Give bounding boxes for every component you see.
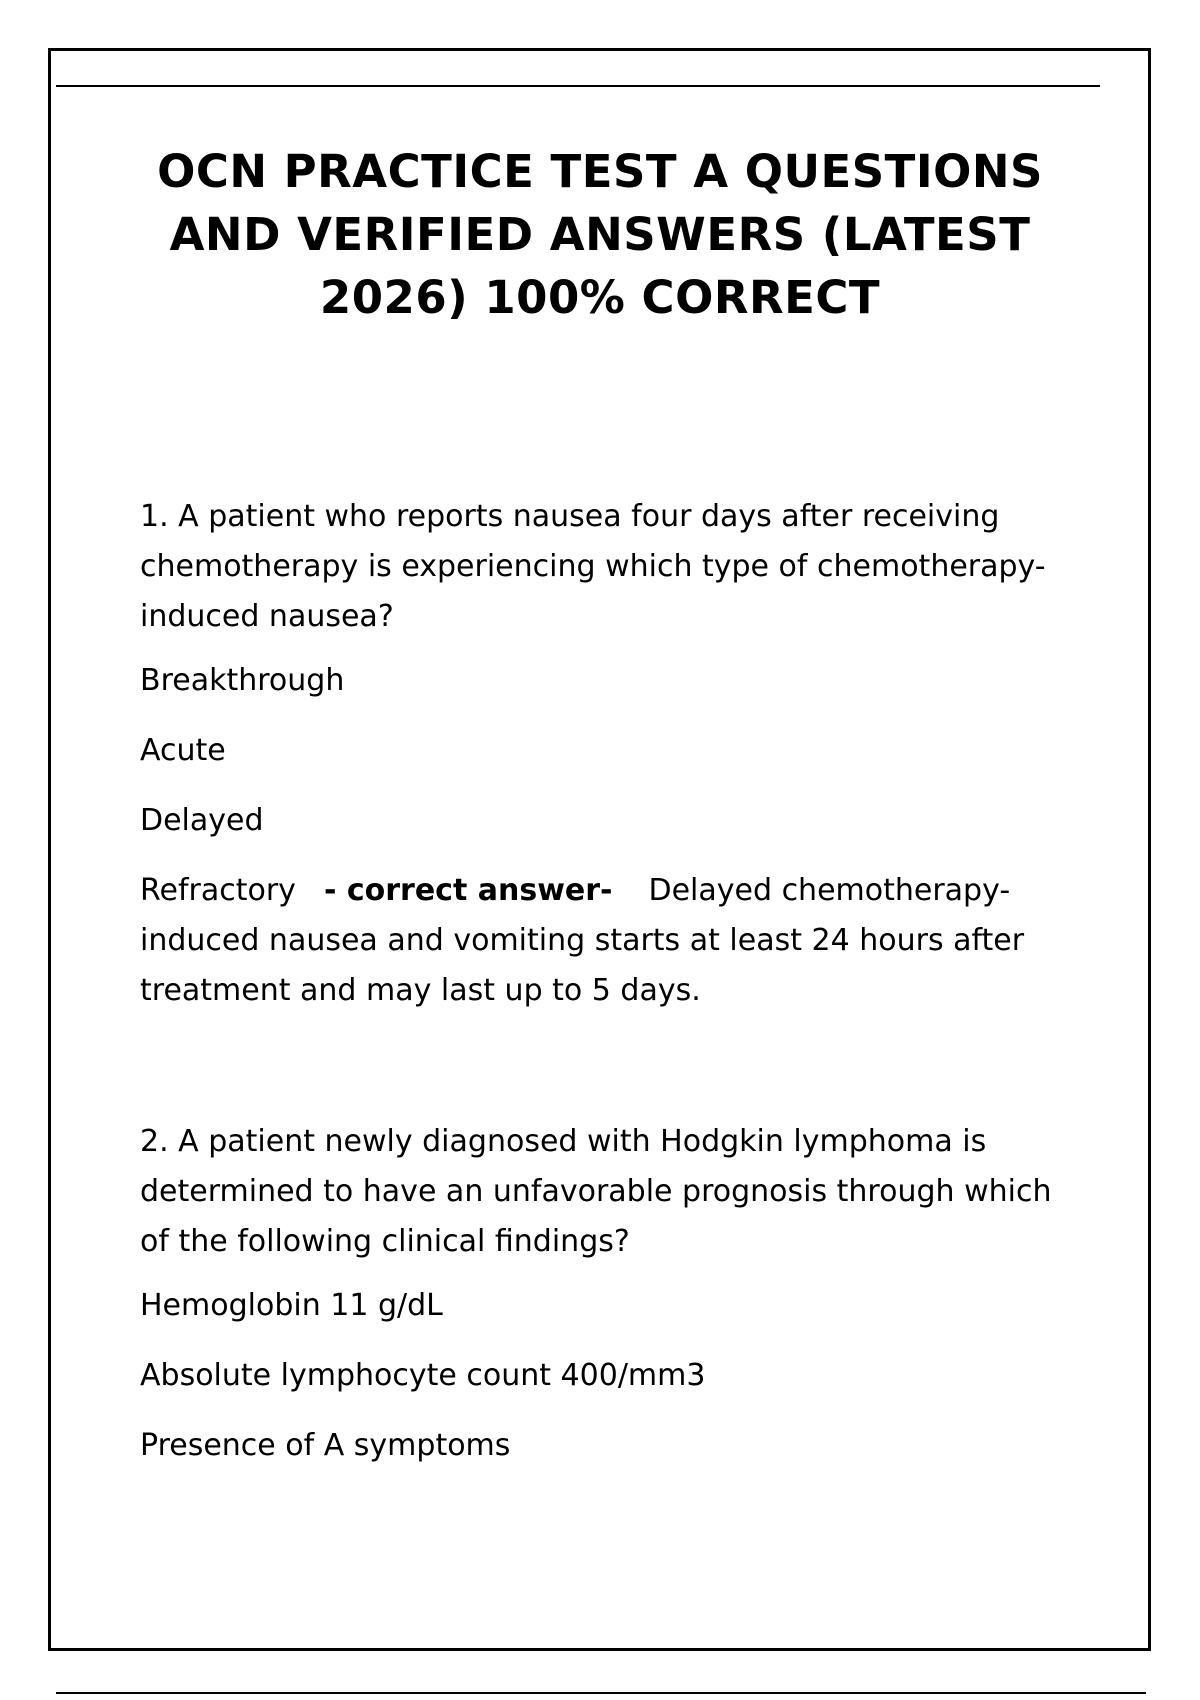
top-rule (56, 85, 1100, 87)
answer-line (140, 866, 1080, 1016)
option-breakthrough: Breakthrough (140, 663, 345, 698)
option-delayed: Delayed (140, 803, 264, 838)
option-hemoglobin: Hemoglobin 11 g/dL (140, 1288, 443, 1323)
question-text: 1. A patient who reports nausea four days after receiving chemotherapy is experiencing which type of chemotherapy-induced nausea? (140, 499, 1046, 634)
question-spacer (140, 1016, 1080, 1117)
questions-content (140, 492, 1080, 1471)
document-title: OCN PRACTICE TEST A QUESTIONS AND VERIFIED ANSWERS (LATEST 2026) 100% CORRECT (157, 145, 1043, 324)
answer-explanation: Delayed chemotherapy-induced nausea and vomiting starts at least 24 hours after treatment and may last up to 5 days. (140, 873, 1025, 1008)
option-lymphocyte-count: Absolute lymphocyte count 400/mm3 (140, 1358, 706, 1393)
bottom-rule (56, 1692, 1146, 1694)
question-text: 2. A patient newly diagnosed with Hodgkin lymphoma is determined to have an unfavorable prognosis through which of the following clinical findings? (140, 1124, 1052, 1259)
question-2 (140, 1117, 1080, 1471)
correct-answer-label: - correct answer- (323, 873, 613, 908)
option-refractory: Refractory (140, 873, 296, 908)
question-1 (140, 492, 1080, 1016)
option-acute: Acute (140, 733, 226, 768)
option-a-symptoms: Presence of A symptoms (140, 1428, 511, 1463)
